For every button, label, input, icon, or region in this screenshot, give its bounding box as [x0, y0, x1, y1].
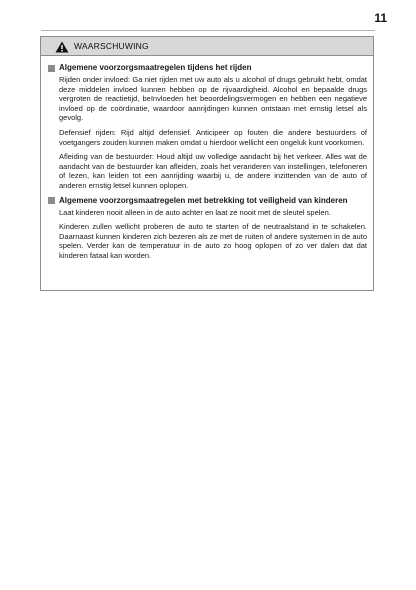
- warning-triangle-icon: [55, 40, 69, 52]
- bullet-square-icon: [48, 197, 55, 204]
- section-driving: [48, 63, 367, 191]
- section-heading-text: Algemene voorzorgsmaatregelen met betrekking tot veiligheid van kinderen: [59, 195, 348, 205]
- bullet-square-icon: [48, 65, 55, 72]
- paragraph: Kinderen zullen wellicht proberen de auto te starten of de neutraalstand in te schakelen. Daarnaast kunnen kinderen zich bezeren als ze met de ruiten of andere systemen in de auto spelen. Verder kan de temperatuur in de auto zo hoog oplopen of zo ver dalen dat dat kinderen fataal kan worden.: [59, 222, 367, 260]
- section-heading: [48, 63, 367, 73]
- warning-header: [41, 37, 373, 56]
- section-heading-text: Algemene voorzorgsmaatregelen tijdens het rijden: [59, 63, 252, 72]
- paragraph: Rijden onder invloed: Ga niet rijden met uw auto als u alcohol of drugs gebruikt hebt, omdat deze middelen invloed kunnen hebben op de rijvaardigheid. Alcohol en bepaalde drugs vergroten de reactietijd, beïnvloeden het beoordelingsvermogen en hebben een negatieve invloed op de coördinatie, waardoor aanrijdingen kunnen ontstaan met ernstig letsel als gevolg.: [59, 75, 367, 123]
- paragraph: Laat kinderen nooit alleen in de auto achter en laat ze nooit met de sleutel spelen.: [59, 207, 331, 217]
- paragraph: Afleiding van de bestuurder: Houd altijd uw volledige aandacht bij het verkeer. Alles wat de aandacht van de bestuurder kan afleiden, zoals het veranderen van instellingen, telefoneren of lezen, kan leiden tot een aanrijding waarbij u, de andere inzittenden van de auto of anderen ernstig letsel kunnen oplopen.: [59, 152, 367, 190]
- section-children: [48, 196, 367, 261]
- section-heading: [48, 196, 367, 206]
- warning-body: [41, 56, 373, 290]
- page-number: 11: [374, 11, 387, 25]
- warning-title: WAARSCHUWING: [74, 41, 149, 51]
- top-rule: [41, 30, 375, 31]
- paragraph: Defensief rijden: Rijd altijd defensief. Anticipeer op fouten die andere bestuurders of voetgangers zouden kunnen maken omdat u hierdoor wellicht een ongeluk kunt voorkomen.: [59, 127, 367, 147]
- warning-box: [40, 36, 374, 291]
